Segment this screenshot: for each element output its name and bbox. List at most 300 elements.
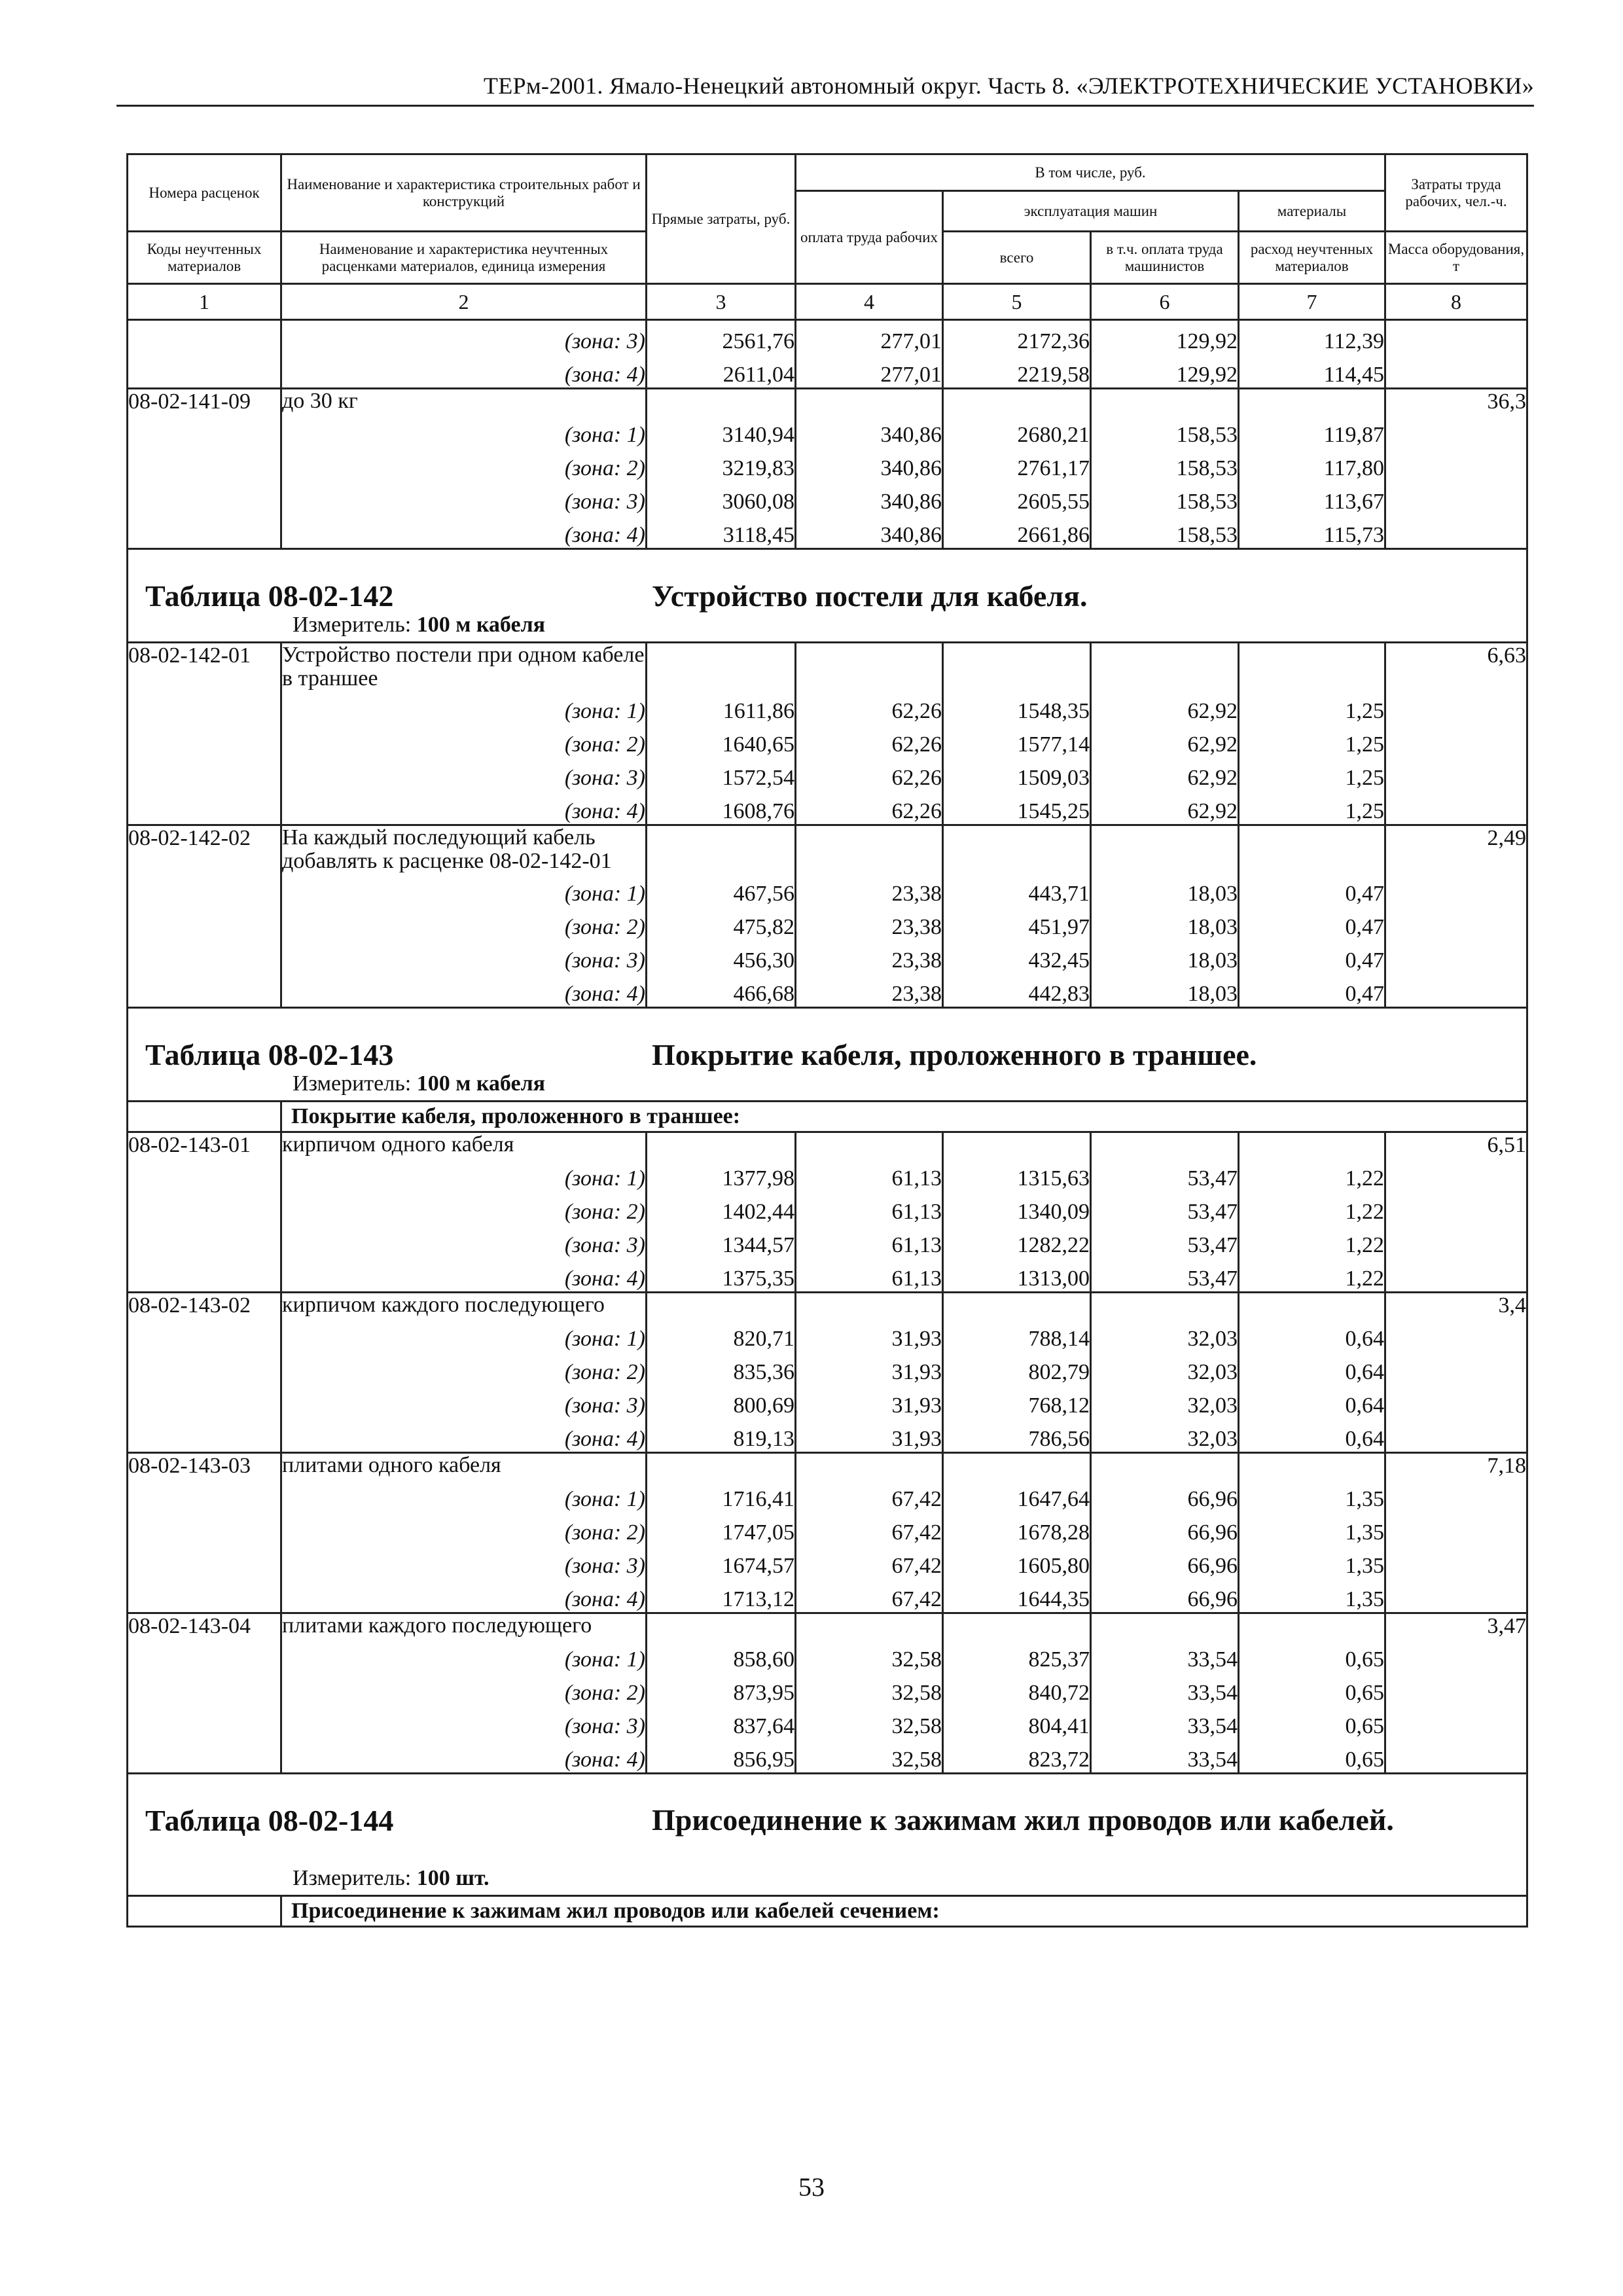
- zone-label: (зона: 4): [281, 514, 647, 549]
- value-cell: 32,58: [796, 1672, 943, 1706]
- code-cell: [128, 1579, 281, 1613]
- value-cell: 32,58: [796, 1739, 943, 1774]
- rate-description: до 30 кг: [281, 389, 647, 415]
- value-cell: [1091, 1293, 1239, 1319]
- value-cell: 820,71: [647, 1318, 796, 1352]
- labor-cell: [1385, 940, 1527, 973]
- value-cell: 1377,98: [647, 1158, 796, 1191]
- zone-row: [128, 973, 1527, 1008]
- value-cell: 1611,86: [647, 691, 796, 724]
- subheading-text: Покрытие кабеля, проложенного в траншее:: [281, 1102, 1527, 1132]
- value-cell: [647, 389, 796, 415]
- value-cell: 2611,04: [647, 354, 796, 389]
- value-cell: 1,22: [1239, 1258, 1385, 1293]
- header-num: 3: [647, 284, 796, 320]
- rate-code: 08-02-141-09: [128, 389, 281, 415]
- value-cell: 18,03: [1091, 906, 1239, 940]
- value-cell: 67,42: [796, 1512, 943, 1545]
- zone-row: [128, 906, 1527, 940]
- value-cell: 0,65: [1239, 1639, 1385, 1672]
- code-cell: [128, 1479, 281, 1512]
- zone-label: (зона: 4): [281, 1579, 647, 1613]
- value-cell: 442,83: [943, 973, 1091, 1008]
- zone-label: (зона: 3): [281, 320, 647, 355]
- price-table: [126, 153, 1528, 1928]
- value-cell: 1,35: [1239, 1579, 1385, 1613]
- value-cell: 23,38: [796, 906, 943, 940]
- rate-code: 08-02-143-03: [128, 1453, 281, 1479]
- code-cell: [128, 514, 281, 549]
- value-cell: 32,03: [1091, 1318, 1239, 1352]
- labor-value: 6,63: [1385, 643, 1527, 691]
- value-cell: 1,22: [1239, 1158, 1385, 1191]
- zone-row: [128, 1739, 1527, 1774]
- labor-value: 36,3: [1385, 389, 1527, 415]
- table-number: Таблица 08-02-142: [145, 579, 394, 613]
- zone-row: [128, 1545, 1527, 1579]
- value-cell: 158,53: [1091, 448, 1239, 481]
- zone-label: (зона: 4): [281, 973, 647, 1008]
- value-cell: 62,92: [1091, 757, 1239, 791]
- value-cell: 451,97: [943, 906, 1091, 940]
- zone-label: (зона: 4): [281, 1418, 647, 1453]
- value-cell: [647, 1293, 796, 1319]
- labor-cell: [1385, 1352, 1527, 1385]
- value-cell: 768,12: [943, 1385, 1091, 1418]
- zone-label: (зона: 1): [281, 1318, 647, 1352]
- value-cell: 432,45: [943, 940, 1091, 973]
- labor-cell: [1385, 691, 1527, 724]
- zone-row: [128, 757, 1527, 791]
- code-cell: [128, 1258, 281, 1293]
- value-cell: 1678,28: [943, 1512, 1091, 1545]
- value-cell: 18,03: [1091, 873, 1239, 906]
- zone-row: [128, 1318, 1527, 1352]
- value-cell: 467,56: [647, 873, 796, 906]
- header-machines-wages: в т.ч. оплата труда машинистов: [1091, 232, 1239, 284]
- labor-cell: [1385, 320, 1527, 355]
- measure-text: [128, 1071, 1526, 1096]
- measure-value: 100 м кабеля: [416, 613, 546, 637]
- value-cell: 1644,35: [943, 1579, 1091, 1613]
- gap-cell: [128, 1008, 1527, 1029]
- measure-cell: [128, 613, 1527, 643]
- value-cell: 466,68: [647, 973, 796, 1008]
- value-cell: [1091, 825, 1239, 874]
- value-cell: [796, 1132, 943, 1158]
- zone-label: (зона: 3): [281, 757, 647, 791]
- header-num: 7: [1239, 284, 1385, 320]
- value-cell: 3118,45: [647, 514, 796, 549]
- value-cell: 32,03: [1091, 1418, 1239, 1453]
- value-cell: [796, 825, 943, 874]
- labor-cell: [1385, 1385, 1527, 1418]
- value-cell: 1713,12: [647, 1579, 796, 1613]
- value-cell: 61,13: [796, 1258, 943, 1293]
- table-title: [128, 1028, 1526, 1071]
- measure-value: 100 м кабеля: [416, 1071, 546, 1096]
- rate-code: 08-02-142-01: [128, 643, 281, 691]
- value-cell: 112,39: [1239, 320, 1385, 355]
- zone-row: [128, 1579, 1527, 1613]
- value-cell: 277,01: [796, 354, 943, 389]
- zone-row: [128, 514, 1527, 549]
- labor-value: 6,51: [1385, 1132, 1527, 1158]
- measure-cell: [128, 1071, 1527, 1102]
- value-cell: 873,95: [647, 1672, 796, 1706]
- labor-value: 3,4: [1385, 1293, 1527, 1319]
- zone-label: (зона: 1): [281, 1479, 647, 1512]
- value-cell: 800,69: [647, 1385, 796, 1418]
- zone-label: (зона: 3): [281, 1385, 647, 1418]
- labor-cell: [1385, 354, 1527, 389]
- value-cell: 129,92: [1091, 354, 1239, 389]
- value-cell: 1605,80: [943, 1545, 1091, 1579]
- rate-description: На каждый последующий кабель добавлять к расценке 08-02-142-01: [281, 825, 647, 874]
- measure-text: [128, 1866, 1526, 1891]
- value-cell: 62,92: [1091, 791, 1239, 825]
- value-cell: 837,64: [647, 1706, 796, 1739]
- value-cell: 67,42: [796, 1579, 943, 1613]
- zone-label: (зона: 2): [281, 724, 647, 757]
- item-row: [128, 1453, 1527, 1479]
- value-cell: [1239, 825, 1385, 874]
- labor-cell: [1385, 1158, 1527, 1191]
- table-title-text: Присоединение к зажимам жил проводов или кабелей.: [652, 1803, 1394, 1837]
- value-cell: 2661,86: [943, 514, 1091, 549]
- value-cell: 18,03: [1091, 973, 1239, 1008]
- value-cell: 0,47: [1239, 873, 1385, 906]
- gap-cell: [128, 549, 1527, 570]
- value-cell: 31,93: [796, 1385, 943, 1418]
- zone-label: (зона: 1): [281, 414, 647, 448]
- code-cell: [128, 448, 281, 481]
- value-cell: [943, 1132, 1091, 1158]
- value-cell: 53,47: [1091, 1225, 1239, 1258]
- labor-cell: [1385, 1639, 1527, 1672]
- labor-cell: [1385, 1418, 1527, 1453]
- table-title-row: [128, 569, 1527, 613]
- value-cell: 1716,41: [647, 1479, 796, 1512]
- table-body: [128, 320, 1527, 1927]
- value-cell: 115,73: [1239, 514, 1385, 549]
- code-cell: [128, 940, 281, 973]
- header-num: 5: [943, 284, 1091, 320]
- table-gap: [128, 1774, 1527, 1795]
- code-cell: [128, 791, 281, 825]
- value-cell: [1091, 643, 1239, 691]
- zone-label: (зона: 1): [281, 691, 647, 724]
- rate-code: 08-02-143-04: [128, 1613, 281, 1640]
- value-cell: [943, 643, 1091, 691]
- table-title: [128, 569, 1526, 613]
- value-cell: [796, 389, 943, 415]
- value-cell: 61,13: [796, 1191, 943, 1225]
- labor-value: 2,49: [1385, 825, 1527, 874]
- value-cell: 2219,58: [943, 354, 1091, 389]
- value-cell: 1,35: [1239, 1512, 1385, 1545]
- zone-label: (зона: 3): [281, 1545, 647, 1579]
- code-cell: [128, 354, 281, 389]
- code-cell: [128, 1225, 281, 1258]
- header-group-incl: В том числе, руб.: [796, 154, 1385, 191]
- code-cell: [128, 691, 281, 724]
- value-cell: 31,93: [796, 1352, 943, 1385]
- header-wages: оплата труда рабочих: [796, 191, 943, 284]
- code-cell: [128, 1739, 281, 1774]
- value-cell: [1091, 1132, 1239, 1158]
- value-cell: 1340,09: [943, 1191, 1091, 1225]
- value-cell: 32,58: [796, 1639, 943, 1672]
- subheading-row: [128, 1102, 1527, 1132]
- zone-row: [128, 354, 1527, 389]
- zone-label: (зона: 2): [281, 1512, 647, 1545]
- value-cell: 158,53: [1091, 514, 1239, 549]
- value-cell: [647, 1132, 796, 1158]
- labor-cell: [1385, 448, 1527, 481]
- subheading-text: Присоединение к зажимам жил проводов или кабелей сечением:: [281, 1896, 1527, 1927]
- labor-value: 7,18: [1385, 1453, 1527, 1479]
- value-cell: 825,37: [943, 1639, 1091, 1672]
- value-cell: [796, 1453, 943, 1479]
- code-cell: [128, 1706, 281, 1739]
- zone-row: [128, 1479, 1527, 1512]
- labor-cell: [1385, 414, 1527, 448]
- rate-description: кирпичом каждого последующего: [281, 1293, 647, 1319]
- value-cell: 277,01: [796, 320, 943, 355]
- value-cell: 66,96: [1091, 1512, 1239, 1545]
- value-cell: [943, 1293, 1091, 1319]
- table-title-cell: [128, 1794, 1527, 1866]
- value-cell: 32,03: [1091, 1352, 1239, 1385]
- code-cell: [128, 1191, 281, 1225]
- value-cell: 62,26: [796, 791, 943, 825]
- value-cell: 340,86: [796, 448, 943, 481]
- value-cell: 0,64: [1239, 1352, 1385, 1385]
- zone-label: (зона: 2): [281, 906, 647, 940]
- table-title-cell: [128, 569, 1527, 613]
- value-cell: 0,65: [1239, 1672, 1385, 1706]
- value-cell: 788,14: [943, 1318, 1091, 1352]
- labor-cell: [1385, 724, 1527, 757]
- zone-label: (зона: 2): [281, 1672, 647, 1706]
- zone-label: (зона: 1): [281, 873, 647, 906]
- value-cell: 33,54: [1091, 1672, 1239, 1706]
- header-materials: материалы: [1239, 191, 1385, 232]
- value-cell: 0,64: [1239, 1418, 1385, 1453]
- table-title-text: Покрытие кабеля, проложенного в траншее.: [652, 1038, 1257, 1071]
- code-cell: [128, 1158, 281, 1191]
- value-cell: 33,54: [1091, 1639, 1239, 1672]
- value-cell: 33,54: [1091, 1706, 1239, 1739]
- header-labor-bottom: Масса оборудования, т: [1385, 232, 1527, 284]
- zone-row: [128, 691, 1527, 724]
- value-cell: 67,42: [796, 1479, 943, 1512]
- value-cell: 1509,03: [943, 757, 1091, 791]
- value-cell: 340,86: [796, 414, 943, 448]
- rate-code: 08-02-143-01: [128, 1132, 281, 1158]
- value-cell: 856,95: [647, 1739, 796, 1774]
- value-cell: 32,03: [1091, 1385, 1239, 1418]
- labor-cell: [1385, 1545, 1527, 1579]
- value-cell: [1239, 1132, 1385, 1158]
- value-cell: [1091, 1613, 1239, 1640]
- item-row: [128, 389, 1527, 415]
- zone-label: (зона: 1): [281, 1158, 647, 1191]
- value-cell: 1344,57: [647, 1225, 796, 1258]
- labor-cell: [1385, 1479, 1527, 1512]
- table-title-row: [128, 1794, 1527, 1866]
- value-cell: 858,60: [647, 1639, 796, 1672]
- measure-label: Измеритель:: [293, 1866, 417, 1890]
- value-cell: 0,64: [1239, 1385, 1385, 1418]
- value-cell: 835,36: [647, 1352, 796, 1385]
- value-cell: 0,47: [1239, 906, 1385, 940]
- value-cell: 119,87: [1239, 414, 1385, 448]
- table-number: Таблица 08-02-143: [145, 1038, 394, 1071]
- labor-cell: [1385, 1318, 1527, 1352]
- value-cell: 475,82: [647, 906, 796, 940]
- table-title-text: Устройство постели для кабеля.: [652, 579, 1088, 613]
- zone-label: (зона: 2): [281, 448, 647, 481]
- table-title: [128, 1794, 1526, 1866]
- gap-cell: [128, 1774, 1527, 1795]
- zone-row: [128, 481, 1527, 514]
- running-header-title: ТЕРм-2001. Ямало-Ненецкий автономный округ. Часть 8. «ЭЛЕКТРОТЕХНИЧЕСКИЕ УСТАНОВКИ»: [483, 73, 1534, 99]
- header-machines-total: всего: [943, 232, 1091, 284]
- value-cell: [796, 1613, 943, 1640]
- value-cell: 114,45: [1239, 354, 1385, 389]
- value-cell: 1313,00: [943, 1258, 1091, 1293]
- header-num: 8: [1385, 284, 1527, 320]
- code-cell: [128, 973, 281, 1008]
- header-labor-top: Затраты труда рабочих, чел.-ч.: [1385, 154, 1527, 232]
- value-cell: 158,53: [1091, 414, 1239, 448]
- rate-description: кирпичом одного кабеля: [281, 1132, 647, 1158]
- value-cell: 819,13: [647, 1418, 796, 1453]
- value-cell: 1,35: [1239, 1545, 1385, 1579]
- value-cell: 1,25: [1239, 757, 1385, 791]
- value-cell: 62,92: [1091, 724, 1239, 757]
- labor-cell: [1385, 1579, 1527, 1613]
- value-cell: 158,53: [1091, 481, 1239, 514]
- zone-row: [128, 1191, 1527, 1225]
- value-cell: 23,38: [796, 873, 943, 906]
- zone-row: [128, 414, 1527, 448]
- value-cell: 61,13: [796, 1225, 943, 1258]
- header-num: 1: [128, 284, 281, 320]
- value-cell: 1375,35: [647, 1258, 796, 1293]
- value-cell: [647, 825, 796, 874]
- header-col2-bottom: Наименование и характеристика неучтенных расценками материалов, единица измерения: [281, 232, 647, 284]
- value-cell: 33,54: [1091, 1739, 1239, 1774]
- value-cell: 113,67: [1239, 481, 1385, 514]
- value-cell: [647, 1453, 796, 1479]
- header-col1-top: Номера расценок: [128, 154, 281, 232]
- measure-label: Измеритель:: [293, 613, 417, 637]
- table-number: Таблица 08-02-144: [145, 1804, 394, 1837]
- value-cell: 3140,94: [647, 414, 796, 448]
- value-cell: 0,65: [1239, 1706, 1385, 1739]
- value-cell: 0,64: [1239, 1318, 1385, 1352]
- value-cell: 1674,57: [647, 1545, 796, 1579]
- value-cell: 62,26: [796, 757, 943, 791]
- value-cell: [1091, 1453, 1239, 1479]
- code-cell: [128, 1512, 281, 1545]
- header-col2-top: Наименование и характеристика строительных работ и конструкций: [281, 154, 647, 232]
- item-row: [128, 643, 1527, 691]
- rate-code: 08-02-142-02: [128, 825, 281, 874]
- rate-description: плитами одного кабеля: [281, 1453, 647, 1479]
- measure-cell: [128, 1866, 1527, 1896]
- labor-cell: [1385, 1739, 1527, 1774]
- code-cell: [128, 1672, 281, 1706]
- subheading-code-cell: [128, 1102, 281, 1132]
- code-cell: [128, 320, 281, 355]
- value-cell: 1282,22: [943, 1225, 1091, 1258]
- subheading-row: [128, 1896, 1527, 1927]
- labor-cell: [1385, 514, 1527, 549]
- value-cell: 2605,55: [943, 481, 1091, 514]
- table-title-cell: [128, 1028, 1527, 1071]
- value-cell: 62,92: [1091, 691, 1239, 724]
- labor-cell: [1385, 1706, 1527, 1739]
- value-cell: 23,38: [796, 973, 943, 1008]
- zone-row: [128, 791, 1527, 825]
- value-cell: 1608,76: [647, 791, 796, 825]
- measure-value: 100 шт.: [416, 1866, 490, 1890]
- labor-cell: [1385, 906, 1527, 940]
- labor-cell: [1385, 791, 1527, 825]
- value-cell: 18,03: [1091, 940, 1239, 973]
- value-cell: 1315,63: [943, 1158, 1091, 1191]
- code-cell: [128, 481, 281, 514]
- zone-label: (зона: 4): [281, 1258, 647, 1293]
- value-cell: 32,58: [796, 1706, 943, 1739]
- value-cell: 1747,05: [647, 1512, 796, 1545]
- measure-row: [128, 1866, 1527, 1896]
- header-col3: Прямые затраты, руб.: [647, 154, 796, 284]
- value-cell: [796, 1293, 943, 1319]
- code-cell: [128, 1545, 281, 1579]
- code-cell: [128, 724, 281, 757]
- header-num: 4: [796, 284, 943, 320]
- value-cell: 53,47: [1091, 1191, 1239, 1225]
- value-cell: 62,26: [796, 724, 943, 757]
- value-cell: 456,30: [647, 940, 796, 973]
- measure-row: [128, 613, 1527, 643]
- zone-row: [128, 1158, 1527, 1191]
- value-cell: 0,47: [1239, 973, 1385, 1008]
- value-cell: 1572,54: [647, 757, 796, 791]
- value-cell: 66,96: [1091, 1479, 1239, 1512]
- value-cell: 67,42: [796, 1545, 943, 1579]
- code-cell: [128, 873, 281, 906]
- value-cell: 840,72: [943, 1672, 1091, 1706]
- value-cell: 53,47: [1091, 1258, 1239, 1293]
- rate-code: 08-02-143-02: [128, 1293, 281, 1319]
- zone-row: [128, 873, 1527, 906]
- zone-label: (зона: 4): [281, 791, 647, 825]
- value-cell: 1647,64: [943, 1479, 1091, 1512]
- zone-row: [128, 1706, 1527, 1739]
- value-cell: 0,47: [1239, 940, 1385, 973]
- value-cell: 0,65: [1239, 1739, 1385, 1774]
- zone-label: (зона: 4): [281, 1739, 647, 1774]
- value-cell: [1239, 643, 1385, 691]
- labor-cell: [1385, 1512, 1527, 1545]
- table-title-row: [128, 1028, 1527, 1071]
